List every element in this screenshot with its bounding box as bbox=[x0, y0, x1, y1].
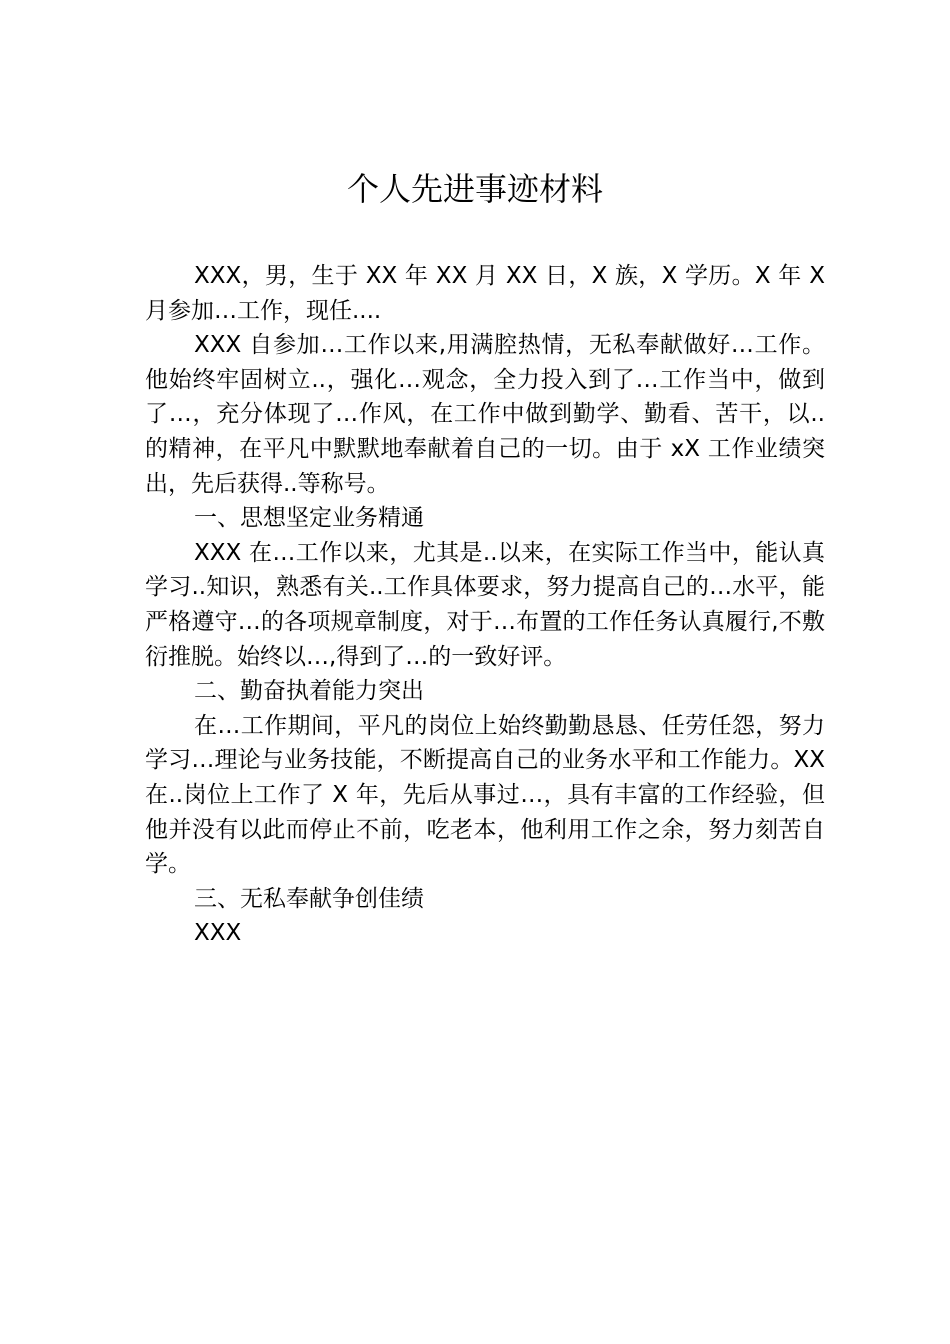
section-heading-2: 二、勤奋执着能力突出 bbox=[194, 678, 424, 705]
section-heading-1: 一、思想坚定业务精通 bbox=[194, 505, 424, 532]
section-text-3: XXX bbox=[194, 920, 242, 947]
section-text-2: 在…工作期间，平凡的岗位上始终勤勤恳恳、任劳任怨，努力学习…理论与业务技能，不断提高自己的业务水平和工作能力。XX 在..岗位上工作了 X 年，先后从事过…，具有丰富的工作经验，但他并没有以此而停止不前，吃老本，他利用工作之余，努力刻苦自学。 bbox=[145, 712, 825, 878]
section-text-1: XXX 在…工作以来，尤其是..以来，在实际工作当中，能认真学习..知识，熟悉有关..工作具体要求，努力提高自己的…水平，能严格遵守…的各项规章制度，对于…布置的工作任务认真履行,不敷衍推脱。始终以…,得到了…的一致好评。 bbox=[145, 539, 825, 670]
document-title: 个人先进事迹材料 bbox=[346, 170, 603, 208]
document-body bbox=[145, 259, 825, 951]
section-heading-3: 三、无私奉献争创佳绩 bbox=[194, 885, 424, 912]
intro-paragraph: XXX，男，生于 XX 年 XX 月 XX 日，X 族，X 学历。X 年 X 月参加…工作，现任.... bbox=[145, 263, 825, 324]
summary-paragraph: XXX 自参加…工作以来,用满腔热情，无私奉献做好…工作。他始终牢固树立..，强化…观念，全力投入到了…工作当中，做到了…，充分体现了…作风，在工作中做到勤学、勤看、苦干，以..的精神，在平凡中默默地奉献着自己的一切。由于 xX 工作业绩突出，先后获得..等称号。 bbox=[145, 332, 825, 497]
